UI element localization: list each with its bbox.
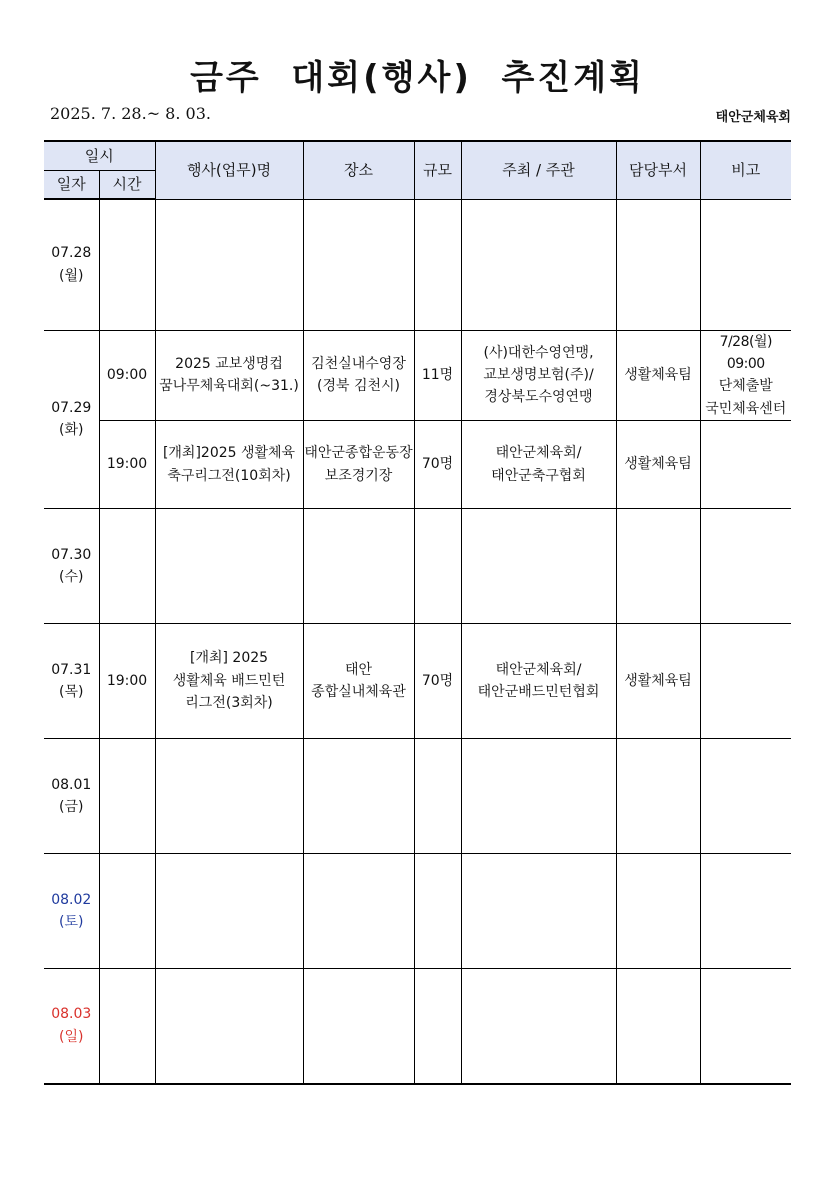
event-scale: 70명 [414, 421, 461, 509]
weekday-value: (수) [59, 569, 84, 586]
date-cell [44, 624, 99, 739]
weekday-value: (금) [59, 799, 84, 816]
event-dept: 생활체육팀 [616, 330, 700, 421]
header-scale: 규모 [414, 141, 461, 199]
weekday-value: (일) [59, 1028, 84, 1045]
event-time: 19:00 [99, 421, 155, 509]
event-name: [개최] 2025 생활체육 배드민턴 리그전(3회차) [155, 624, 303, 739]
header-datetime: 일시 [44, 141, 155, 170]
date-value: 07.28 [51, 245, 92, 262]
weekday-value: (월) [59, 267, 84, 284]
day-row-0803 [44, 969, 791, 1084]
event-place: 태안군종합운동장 보조경기장 [303, 421, 414, 509]
event-place: 태안 종합실내체육관 [303, 624, 414, 739]
page-title: 금주 대회(행사) 추진계획 [190, 58, 645, 98]
event-note [700, 624, 791, 739]
event-row [44, 330, 791, 421]
event-time: 19:00 [99, 624, 155, 739]
event-row [44, 624, 791, 739]
weekday-value: (목) [59, 684, 84, 701]
weekday-value: (토) [59, 914, 84, 931]
schedule-table [44, 140, 791, 1085]
day-row-0801 [44, 739, 791, 854]
date-value: 07.30 [51, 546, 92, 563]
date-value: 08.02 [51, 891, 92, 908]
header-date: 일자 [44, 170, 99, 199]
period-range: 2025. 7. 28.~ 8. 03. [50, 104, 211, 123]
event-row [44, 421, 791, 509]
header-time: 시간 [99, 170, 155, 199]
header-note: 비고 [700, 141, 791, 199]
date-cell [44, 739, 99, 854]
date-cell-sunday [44, 969, 99, 1084]
event-host: 태안군체육회/ 태안군축구협회 [461, 421, 616, 509]
event-host: 태안군체육회/ 태안군배드민턴협회 [461, 624, 616, 739]
event-note [700, 421, 791, 509]
date-cell-saturday [44, 854, 99, 969]
date-cell [44, 509, 99, 624]
event-host: (사)대한수영연맹, 교보생명보험(주)/ 경상북도수영연맹 [461, 330, 616, 421]
weekday-value: (화) [59, 422, 84, 439]
date-value: 08.01 [51, 776, 92, 793]
event-name: [개최]2025 생활체육 축구리그전(10회차) [155, 421, 303, 509]
day-row-0728 [44, 199, 791, 330]
event-place: 김천실내수영장 (경북 김천시) [303, 330, 414, 421]
organization-name: 태안군체육회 [715, 110, 791, 125]
date-cell [44, 330, 99, 509]
event-dept: 생활체육팀 [616, 624, 700, 739]
event-time: 09:00 [99, 330, 155, 421]
header-place: 장소 [303, 141, 414, 199]
date-value: 08.03 [51, 1006, 92, 1023]
date-cell [44, 199, 99, 330]
date-value: 07.29 [51, 399, 92, 416]
header-host: 주최 / 주관 [461, 141, 616, 199]
event-name: 2025 교보생명컵 꿈나무체육대회(~31.) [155, 330, 303, 421]
event-scale: 70명 [414, 624, 461, 739]
day-row-0802 [44, 854, 791, 969]
header-dept: 담당부서 [616, 141, 700, 199]
header-event: 행사(업무)명 [155, 141, 303, 199]
event-scale: 11명 [414, 330, 461, 421]
day-row-0730 [44, 509, 791, 624]
event-note: 7/28(월) 09:00 단체출발 국민체육센터 [700, 330, 791, 421]
event-dept: 생활체육팀 [616, 421, 700, 509]
date-value: 07.31 [51, 661, 92, 678]
